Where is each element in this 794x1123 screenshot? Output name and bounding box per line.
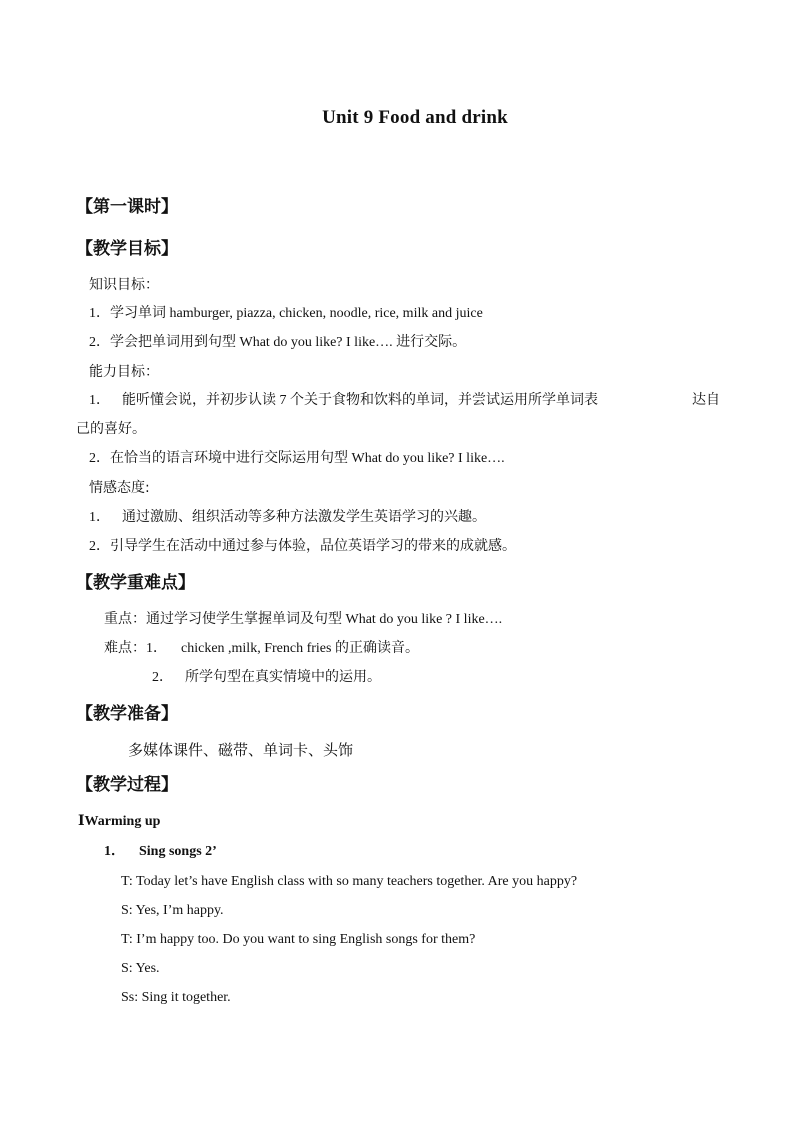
dialogue-line: T: I’m happy too. Do you want to sing English songs for them? [121,932,476,947]
difficulty-2 [152,669,381,687]
key-focus: 重点：通过学习使学生掌握单词及句型 What do you like ? I like…. [104,612,503,627]
attitude-objective-1 [89,509,486,527]
dialogue-line: S: Yes, I’m happy. [121,903,224,918]
preparation-materials: 多媒体课件、磁带、单词卡、头饰 [128,741,354,759]
dialogue-line: Ss: Sing it together. [121,990,231,1005]
difficulty-2-text: 所学句型在真实情境中的运用。 [185,670,381,685]
knowledge-objectives-title: 知识目标： [89,277,159,293]
sub-step-sing-songs [104,843,217,861]
ability-objectives-title: 能力目标： [89,364,159,380]
attitude-objective-1-text: 通过激励、组织活动等多种方法激发学生英语学习的兴趣。 [122,510,486,525]
attitude-objective-2: 2．引导学生在活动中通过参与体验，品位英语学习的带来的成就感。 [89,539,516,554]
ability-objective-1-number: 1． [89,393,110,408]
heading-preparation: 【教学准备】 [76,704,178,724]
difficulty-label: 难点：1． [104,641,167,656]
sub-step-number: 1． [104,844,125,859]
document-title: Unit 9 Food and drink [322,107,508,128]
ability-objective-1-continued: 己的喜好。 [76,422,146,437]
attitude-objective-1-number: 1． [89,510,110,525]
difficulty-1 [104,640,419,658]
step-warming-up: ⅠWarming up [78,814,161,829]
dialogue-line: S: Yes. [121,961,160,976]
heading-lesson: 【第一课时】 [76,197,178,217]
dialogue-line: T: Today let’s have English class with so many teachers together. Are you happy? [121,874,578,889]
ability-objective-1 [89,392,598,410]
difficulty-1-text: chicken ,milk, French fries 的正确读音。 [181,641,419,656]
difficulty-2-number: 2． [152,670,173,685]
sub-step-text: Sing songs 2’ [139,844,217,859]
ability-objective-2: 2．在恰当的语言环境中进行交际运用句型 What do you like? I like…. [89,451,505,466]
knowledge-objective-1: 1．学习单词 hamburger, piazza, chicken, noodle, rice, milk and juice [89,306,483,321]
ability-objective-1-tail: 达自 [692,393,720,408]
knowledge-objective-2: 2．学会把单词用到句型 What do you like? I like…. 进行交际。 [89,335,467,350]
ability-objective-1-text: 能听懂会说，并初步认读 7 个关于食物和饮料的单词，并尝试运用所学单词表 [122,393,598,408]
attitude-title: 情感态度: [89,480,150,496]
heading-key-points: 【教学重难点】 [76,573,195,593]
heading-objectives: 【教学目标】 [76,239,178,259]
heading-process: 【教学过程】 [76,775,178,795]
